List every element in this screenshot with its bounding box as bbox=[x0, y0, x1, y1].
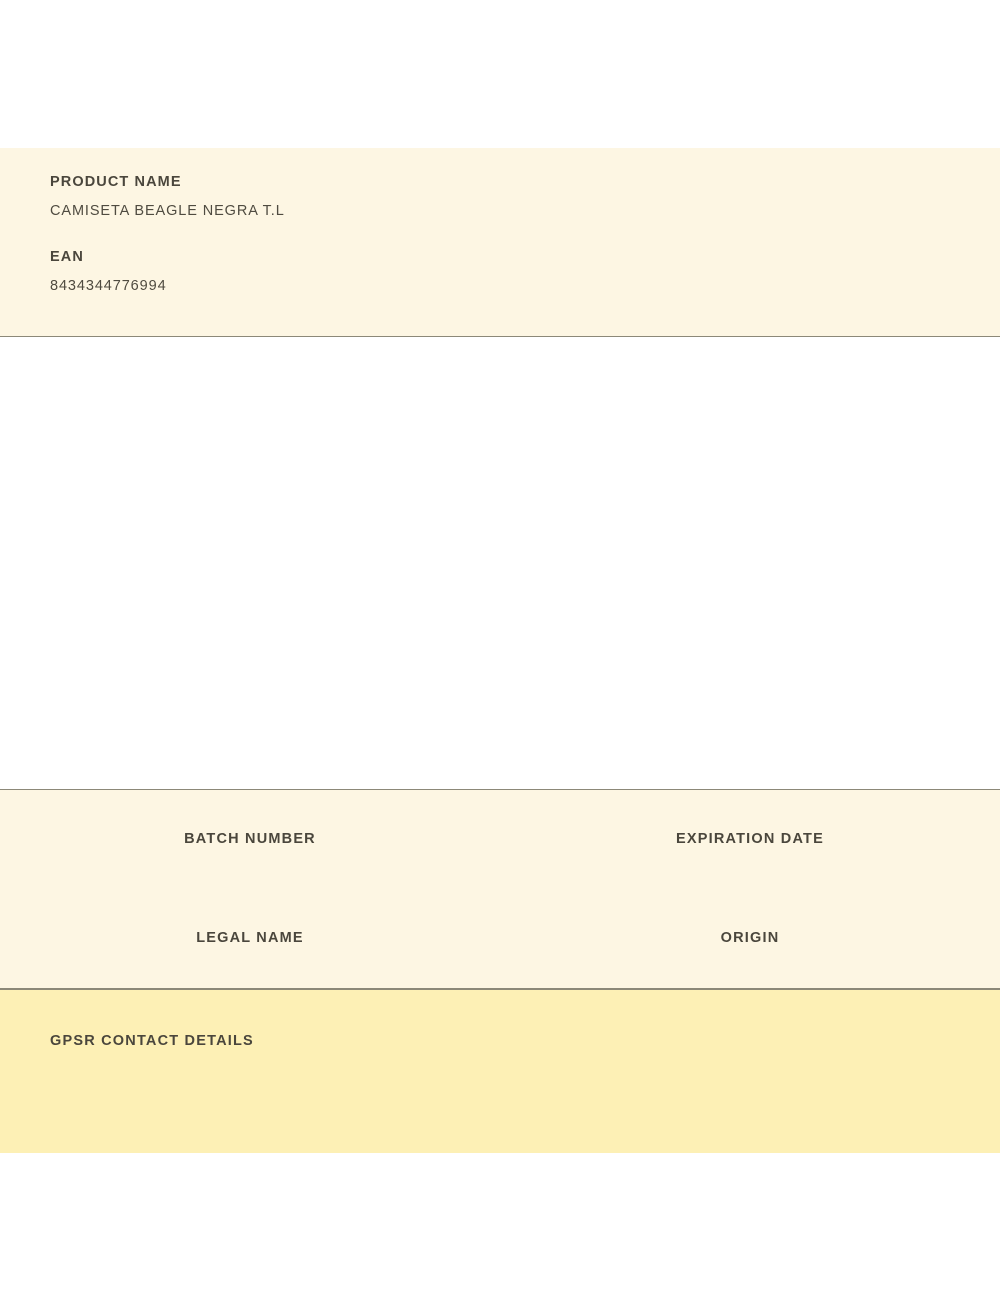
cell-origin bbox=[500, 889, 1000, 988]
cell-expiration-date bbox=[500, 790, 1000, 889]
ean-label: EAN bbox=[50, 249, 84, 266]
details-grid bbox=[0, 790, 1000, 988]
origin-label: ORIGIN bbox=[720, 929, 780, 946]
batch-number-label: BATCH NUMBER bbox=[184, 830, 316, 847]
legal-name-label: LEGAL NAME bbox=[196, 929, 304, 946]
product-info-section bbox=[0, 148, 1000, 337]
product-name-label: PRODUCT NAME bbox=[50, 174, 182, 190]
field-product-name bbox=[50, 175, 950, 220]
product-details-section bbox=[0, 789, 1000, 989]
gpsr-contact-section bbox=[0, 989, 1000, 1153]
cell-legal-name bbox=[0, 889, 500, 988]
field-ean bbox=[50, 250, 950, 295]
product-name-value: CAMISETA BEAGLE NEGRA T.L bbox=[50, 202, 285, 219]
ean-value: 8434344776994 bbox=[50, 278, 167, 295]
expiration-date-label: EXPIRATION DATE bbox=[676, 830, 824, 847]
top-margin bbox=[0, 0, 1000, 148]
blank-middle-area bbox=[0, 337, 1000, 789]
gpsr-contact-details-label: GPSR CONTACT DETAILS bbox=[50, 1033, 254, 1049]
bottom-margin bbox=[0, 1153, 1000, 1300]
cell-batch-number bbox=[0, 790, 500, 889]
